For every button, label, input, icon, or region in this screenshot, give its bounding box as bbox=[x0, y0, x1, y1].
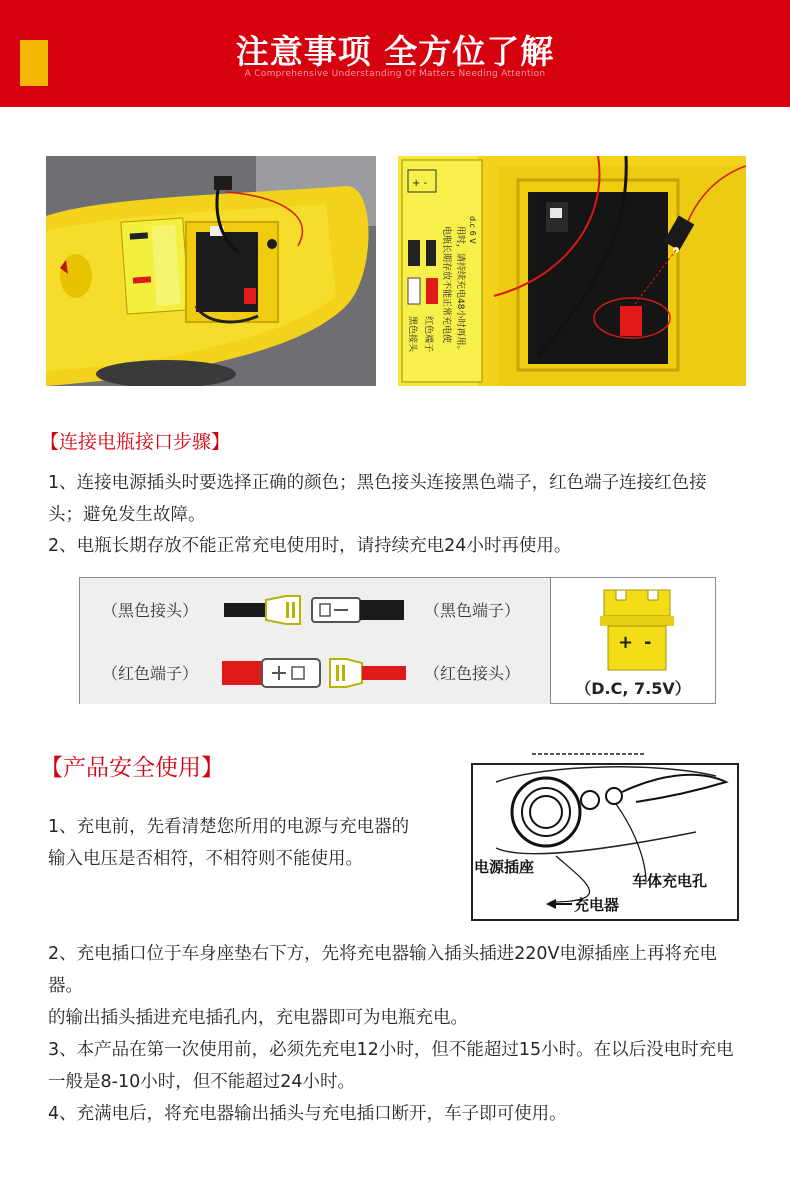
safety-item-4: 4、充满电后，将充电器输出插头与充电插口断开，车子即可使用。 bbox=[48, 1104, 567, 1124]
safety-item-1: 1、充电前，先看清楚您所用的电源与充电器的输入电压是否相符，不相符则不能使用。 bbox=[48, 817, 410, 869]
battery-plus-label: + bbox=[618, 632, 634, 653]
sticker-red-connector: 红色端子 bbox=[423, 316, 433, 353]
scooter-battery-compartment-photo bbox=[46, 156, 376, 386]
battery-icon bbox=[598, 588, 676, 672]
black-connector-label: （黑色接头） bbox=[102, 601, 199, 620]
black-connector-row bbox=[80, 578, 550, 642]
red-plug-icon bbox=[222, 653, 406, 693]
connector-diagram bbox=[79, 577, 716, 704]
connect-section-title: 【连接电瓶接口步骤】 bbox=[40, 431, 231, 453]
sticker-voltage: d.c 6 V bbox=[468, 216, 477, 244]
safety-section-title: 【产品安全使用】 bbox=[40, 755, 224, 781]
page-title: 注意事项 全方位了解 bbox=[235, 32, 555, 71]
svg-text:+ -: + - bbox=[412, 178, 428, 189]
connect-step-1: 1、连接电源插头时要选择正确的颜色；黑色接头连接黑色端子，红色端子连接红色接头；避免发生故障。 bbox=[48, 473, 707, 525]
safety-item-2b: 的输出插头插进充电插孔内，充电器即可为电瓶充电。 bbox=[48, 1008, 468, 1028]
charger-label: 充电器 bbox=[574, 896, 620, 914]
black-plug-icon bbox=[224, 590, 404, 630]
power-socket-label: 电源插座 bbox=[474, 858, 535, 876]
charging-port-diagram bbox=[466, 752, 742, 924]
safety-item-2a: 2、充电插口位于车身座垫右下方，先将充电器输入插头插进220V电源插座上再将充电器。 bbox=[48, 944, 718, 996]
sticker-black-connector: 黑色接头 bbox=[407, 316, 417, 353]
red-terminal-label: （红色端子） bbox=[102, 664, 199, 683]
page-subtitle: A Comprehensive Understanding Of Matters Needing Attention bbox=[244, 69, 546, 79]
safety-item-3: 3、本产品在第一次使用前，必须先充电12小时，但不能超过15小时。在以后没电时充电一般是8-10小时，但不能超过24小时。 bbox=[48, 1040, 734, 1092]
sticker-note-line-2: 用时，请持续充电48小时再用。 bbox=[455, 226, 465, 355]
black-terminal-label: （黑色端子） bbox=[424, 601, 521, 620]
red-connector-row bbox=[80, 641, 550, 704]
connect-step-2: 2、电瓶长期存放不能正常充电使用时，请持续充电24小时再使用。 bbox=[48, 536, 572, 556]
battery-voltage-caption: （D.C, 7.5V） bbox=[575, 679, 691, 698]
red-connector-label: （红色接头） bbox=[424, 664, 521, 683]
charge-port-label: 车体充电孔 bbox=[632, 872, 708, 890]
sticker-note-line-1: 电瓶长期存放不能正常充电使 bbox=[441, 226, 451, 344]
battery-terminal-closeup-photo bbox=[398, 156, 746, 386]
header-banner bbox=[0, 0, 790, 107]
battery-minus-label: - bbox=[644, 632, 652, 653]
